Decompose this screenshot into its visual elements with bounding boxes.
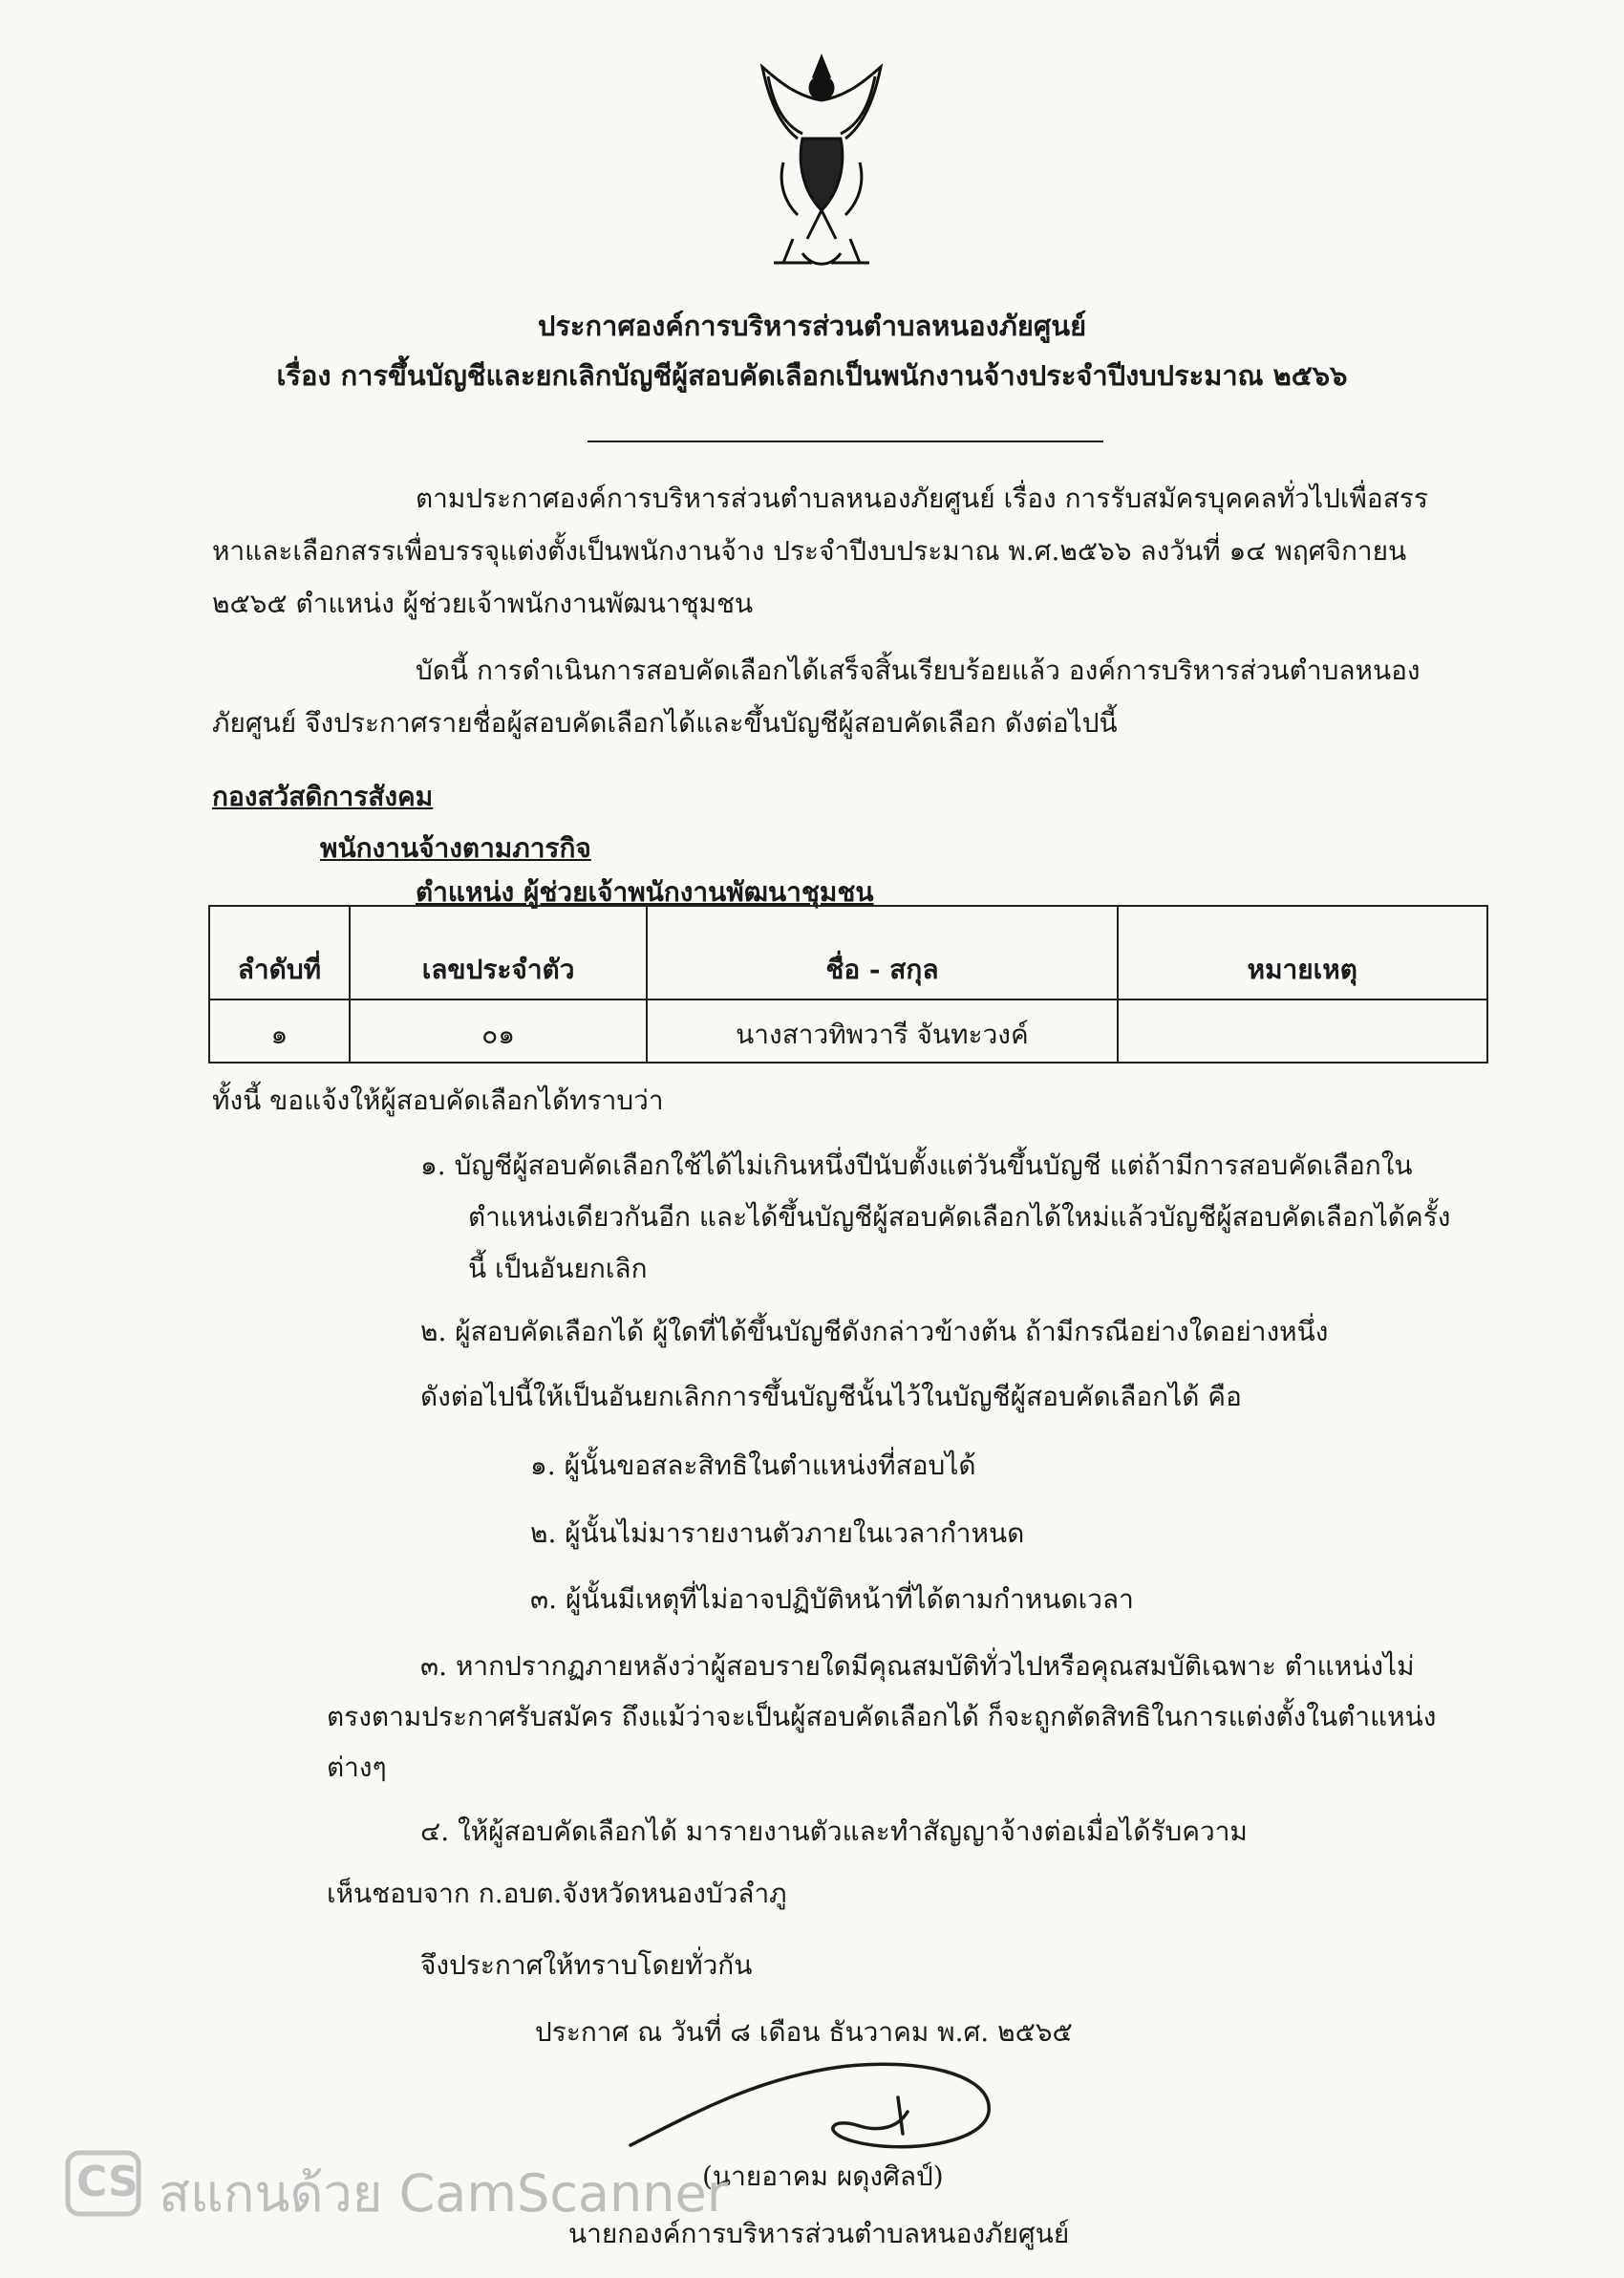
item-1-line-1: ๑. บัญชีผู้สอบคัดเลือกใช้ได้ไม่เกินหนึ่งปีนับตั้งแต่วันขึ้นบัญชี แต่ถ้ามีการสอบคัดเลือกใน <box>420 1150 1413 1181</box>
subitem-1: ๑. ผู้นั้นขอสละสิทธิในตำแหน่งที่สอบได้ <box>530 1450 976 1481</box>
table-row <box>209 999 1487 1063</box>
camscanner-badge-text: CS <box>76 2158 139 2206</box>
closing-statement: จึงประกาศให้ทราบโดยทั่วกัน <box>420 1949 753 1981</box>
handwritten-signature <box>611 2059 1013 2164</box>
cell-order: ๑ <box>209 999 350 1063</box>
col-header-remark: หมายเหตุ <box>1118 906 1487 999</box>
paragraph-1-line-2: หาและเลือกสรรเพื่อบรรจุแต่งตั้งเป็นพนักงานจ้าง ประจำปีงบประมาณ พ.ศ.๒๕๖๖ ลงวันที่ ๑๔ พฤศจิกายน <box>212 535 1407 567</box>
col-header-id: เลขประจำตัว <box>350 906 648 999</box>
col-header-order: ลำดับที่ <box>209 906 350 999</box>
announcement-title: ประกาศองค์การบริหารส่วนตำบลหนองภัยศูนย์ <box>537 310 1087 342</box>
paragraph-2-line-1: บัดนี้ การดำเนินการสอบคัดเลือกได้เสร็จสิ้นเรียบร้อยแล้ว องค์การบริหารส่วนตำบลหนอง <box>416 655 1421 686</box>
signatory-title: นายกองค์การบริหารส่วนตำบลหนองภัยศูนย์ <box>568 2218 1070 2249</box>
signatory-name: (นายอาคม ผดุงศิลป์) <box>702 2160 944 2192</box>
table-header-row <box>209 906 1487 999</box>
item-3-line-2: ตรงตามประกาศรับสมัคร ถึงแม้ว่าจะเป็นผู้สอบคัดเลือกได้ ก็จะถูกตัดสิทธิในการแต่งตั้งในตำแหน่ง <box>327 1701 1437 1732</box>
cell-remark <box>1118 999 1487 1063</box>
paragraph-1-line-1: ตามประกาศองค์การบริหารส่วนตำบลหนองภัยศูนย์ เรื่อง การรับสมัครบุคคลทั่วไปเพื่อสรร <box>416 483 1428 514</box>
item-2-line-2: ดังต่อไปนี้ให้เป็นอันยกเลิกการขึ้นบัญชีนั้นไว้ในบัญชีผู้สอบคัดเลือกได้ คือ <box>420 1381 1242 1412</box>
position-heading: ตำแหน่ง ผู้ช่วยเจ้าพนักงานพัฒนาชุมชน <box>416 876 874 908</box>
cell-name: นางสาวทิพวารี จันทะวงค์ <box>647 999 1117 1063</box>
notice-intro: ทั้งนี้ ขอแจ้งให้ผู้สอบคัดเลือกได้ทราบว่า <box>212 1085 664 1116</box>
item-3-line-3: ต่างๆ <box>327 1751 387 1783</box>
garuda-emblem-icon <box>755 48 888 277</box>
item-2-line-1: ๒. ผู้สอบคัดเลือกได้ ผู้ใดที่ได้ขึ้นบัญชีดังกล่าวข้างต้น ถ้ามีกรณีอย่างใดอย่างหนึ่ง <box>420 1316 1329 1347</box>
division-heading: กองสวัสดิการสังคม <box>212 781 434 812</box>
col-header-name: ชื่อ - สกุล <box>647 906 1117 999</box>
item-3-line-1: ๓. หากปรากฏภายหลังว่าผู้สอบรายใดมีคุณสมบัติทั่วไปหรือคุณสมบัติเฉพาะ ตำแหน่งไม่ <box>420 1650 1415 1682</box>
item-4-line-1: ๔. ให้ผู้สอบคัดเลือกได้ มารายงานตัวและทำสัญญาจ้างต่อเมื่อได้รับความ <box>420 1816 1248 1847</box>
item-1-line-3: นี้ เป็นอันยกเลิก <box>468 1253 648 1284</box>
item-1-line-2: ตำแหน่งเดียวกันอีก และได้ขึ้นบัญชีผู้สอบคัดเลือกได้ใหม่แล้วบัญชีผู้สอบคัดเลือกได้ครั้ง <box>468 1201 1451 1233</box>
paragraph-2-line-2: ภัยศูนย์ จึงประกาศรายชื่อผู้สอบคัดเลือกได้และขึ้นบัญชีผู้สอบคัดเลือก ดังต่อไปนี้ <box>212 707 1118 739</box>
paragraph-1-line-3: ๒๕๖๕ ตำแหน่ง ผู้ช่วยเจ้าพนักงานพัฒนาชุมชน <box>212 588 754 619</box>
subitem-3: ๓. ผู้นั้นมีเหตุที่ไม่อาจปฏิบัติหน้าที่ได้ตามกำหนดเวลา <box>530 1583 1134 1615</box>
cell-id: ๐๑ <box>350 999 648 1063</box>
announcement-subject: เรื่อง การขึ้นบัญชีและยกเลิกบัญชีผู้สอบคัดเลือกเป็นพนักงานจ้างประจำปีงบประมาณ ๒๕๖๖ <box>276 359 1348 392</box>
announcement-date: ประกาศ ณ วันที่ ๘ เดือน ธันวาคม พ.ศ. ๒๕๖๕ <box>535 2016 1073 2048</box>
item-4-line-2: เห็นชอบจาก ก.อบต.จังหวัดหนองบัวลำภู <box>327 1878 787 1909</box>
candidate-table <box>208 905 1488 1064</box>
employee-type-heading: พนักงานจ้างตามภารกิจ <box>320 832 591 864</box>
title-divider <box>588 441 1103 442</box>
camscanner-watermark: สแกนด้วย CamScanner <box>159 2163 728 2224</box>
subitem-2: ๒. ผู้นั้นไม่มารายงานตัวภายในเวลากำหนด <box>530 1517 1025 1549</box>
